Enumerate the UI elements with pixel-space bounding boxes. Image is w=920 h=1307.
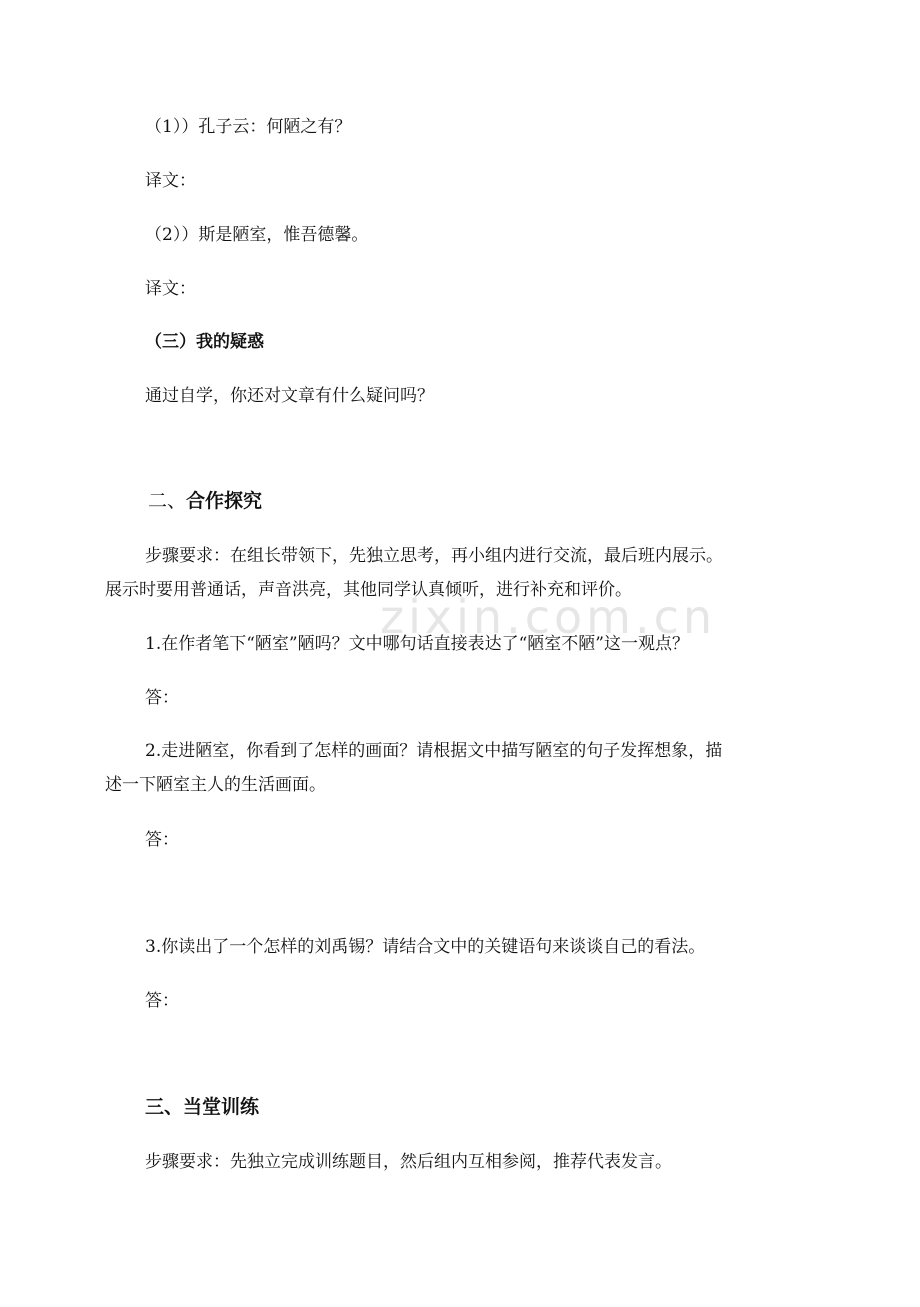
item-3: 3.你读出了一个怎样的刘禹锡？请结合文中的关键语句来谈谈自己的看法。 — [145, 937, 706, 957]
doubt-heading: （三）我的疑惑 — [145, 332, 264, 352]
translation-label-1: 译文： — [145, 171, 196, 191]
coop-requirement-line1: 步骤要求：在组长带领下，先独立思考，再小组内进行交流，最后班内展示。 — [145, 546, 723, 566]
answer-label-2: 答： — [145, 830, 179, 850]
item-2-line1: 2.走进陋室，你看到了怎样的画面？请根据文中描写陋室的句子发挥想象，描 — [145, 741, 723, 761]
coop-heading-number: 二、 — [148, 490, 187, 512]
item-2-line2: 述一下陋室主人的生活画面。 — [105, 775, 326, 795]
training-requirement: 步骤要求：先独立完成训练题目，然后组内互相参阅，推荐代表发言。 — [145, 1152, 672, 1172]
translation-label-2: 译文： — [145, 279, 196, 299]
coop-heading — [148, 489, 262, 513]
answer-label-1: 答： — [145, 688, 179, 708]
question-2: （2））斯是陋室，惟吾德馨。 — [145, 225, 369, 245]
doubt-prompt: 通过自学，你还对文章有什么疑问吗？ — [145, 386, 434, 406]
coop-heading-title: 合作探究 — [186, 490, 263, 512]
watermark: zixin.com.cn — [380, 590, 717, 644]
question-1: （1））孔子云：何陋之有？ — [145, 117, 352, 137]
coop-requirement-line2: 展示时要用普通话，声音洪亮，其他同学认真倾听，进行补充和评价。 — [105, 580, 632, 600]
answer-label-3: 答： — [145, 991, 179, 1011]
training-heading: 三、当堂训练 — [145, 1096, 260, 1118]
item-1: 1.在作者笔下“陋室”陋吗？文中哪句话直接表达了“陋室不陋”这一观点？ — [145, 634, 689, 654]
